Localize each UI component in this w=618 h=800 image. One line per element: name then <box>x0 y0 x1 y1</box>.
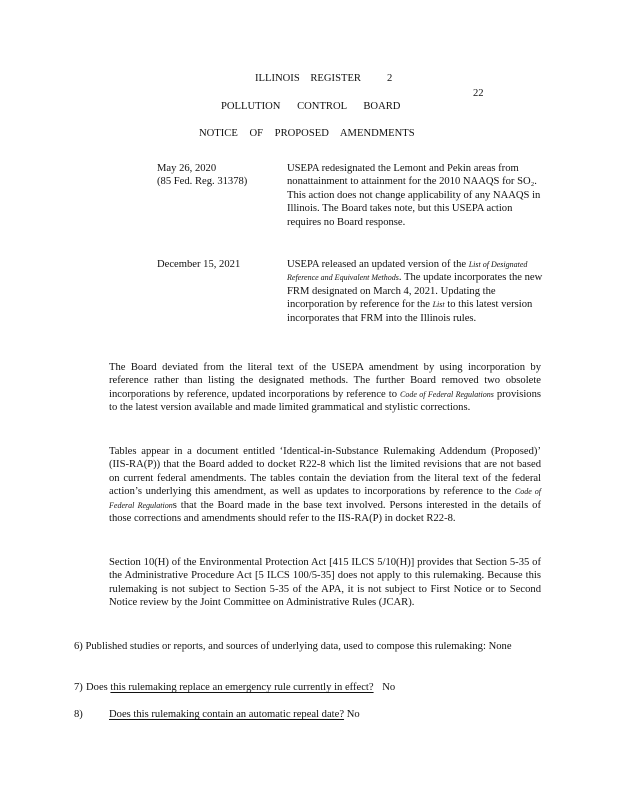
item-8-number: 8) <box>74 709 83 720</box>
register-title: ILLINOIS REGISTER <box>255 73 361 84</box>
row-description-text: . The update incorporates the new FRM designated on March 4, 2021. Updating the incorporation by reference for the <box>287 272 543 311</box>
row-description-text: to this latest version incorporates that FRM into the Illinois rules. <box>287 299 533 324</box>
item-answer: No <box>382 682 396 693</box>
tables-paragraph <box>109 445 541 525</box>
cfr-italic: Code of Federal Regulation <box>109 487 541 510</box>
item-text: Published studies or reports, and sources of underlying data, used to compose this rulemaking: <box>85 641 486 652</box>
cfr-italic: Code of Federal Regulations <box>400 389 494 399</box>
section-10h-paragraph: Section 10(H) of the Environmental Protection Act [415 ILCS 5/10(H)] provides that Section 5-35 of the Administrative Procedure Act [5 ILCS 100/5-35] does not apply to this rulemaking. Because this rulemaking is not subject to Section 5-35 of the APA, it is not subject to First Notice or to Second Notice review by the Joint Committee on Administrative Rules (JCAR). <box>109 557 541 609</box>
item-7 <box>86 682 395 693</box>
row-date <box>157 258 277 271</box>
item-answer: None <box>488 641 512 652</box>
paragraph-text: provisions to the latest version available and made limited grammatical and stylistic corrections. <box>109 388 542 414</box>
page-number-digits: 22 <box>473 88 484 99</box>
list-title-italic: List of Designated Reference and Equivalent Methods <box>287 260 528 283</box>
row-date-line: December 15, 2021 <box>157 259 241 270</box>
item-6 <box>74 640 544 653</box>
paragraph-text: The Board deviated from the literal text of the USEPA amendment by using incorporation by reference rather than listing the designated methods. The further Board removed two obsolete incorporations by reference, updated incorporations by reference to <box>109 362 541 400</box>
item-7-number: 7) <box>74 682 83 693</box>
row-date <box>157 162 277 189</box>
item-answer: No <box>346 709 360 720</box>
row-citation-line: (85 Fed. Reg. 31378) <box>157 176 248 188</box>
list-italic: List <box>432 300 445 310</box>
row-description <box>287 258 549 325</box>
row-description: USEPA redesignated the Lemont and Pekin areas from nonattainment to attainment for the 2010 NAAQS for SO₂. This action does not change applicability of any NAAQS in Illinois. The Board takes note, but this USEPA action requires no Board response. <box>287 163 541 228</box>
item-label: Does <box>86 682 111 693</box>
item-question: Does this rulemaking contain an automatic repeal date? <box>109 709 345 720</box>
item-number: 6) <box>74 641 83 652</box>
row-date-line: May 26, 2020 <box>157 163 217 174</box>
paragraph-text: Tables appear in a document entitled ‘Identical-in-Substance Rulemaking Addendum (Proposed)’ (IIS-RA(P)) that the Board added to docket R22-8 which list the limited revisions that are not based on current federal amendments. The tables contain the deviation from the literal text of the federal action’s underlying this amendment, as well as updates to incorporations by reference to the <box>109 446 541 498</box>
row-description-text: USEPA released an updated version of the <box>287 259 469 270</box>
page-number-digit: 2 <box>387 73 393 84</box>
board-title: POLLUTION CONTROL BOARD <box>221 101 401 112</box>
item-question: this rulemaking replace an emergency rule currently in effect? <box>110 682 374 693</box>
deviation-paragraph <box>109 361 541 415</box>
paragraph-text: s that the Board made in the base text involved. Persons interested in the details of those corrections and amendments should refer to the IIS-RA(P) in docket R22-8. <box>109 499 542 525</box>
item-8 <box>109 709 360 720</box>
notice-title: NOTICE OF PROPOSED AMENDMENTS <box>199 128 415 139</box>
